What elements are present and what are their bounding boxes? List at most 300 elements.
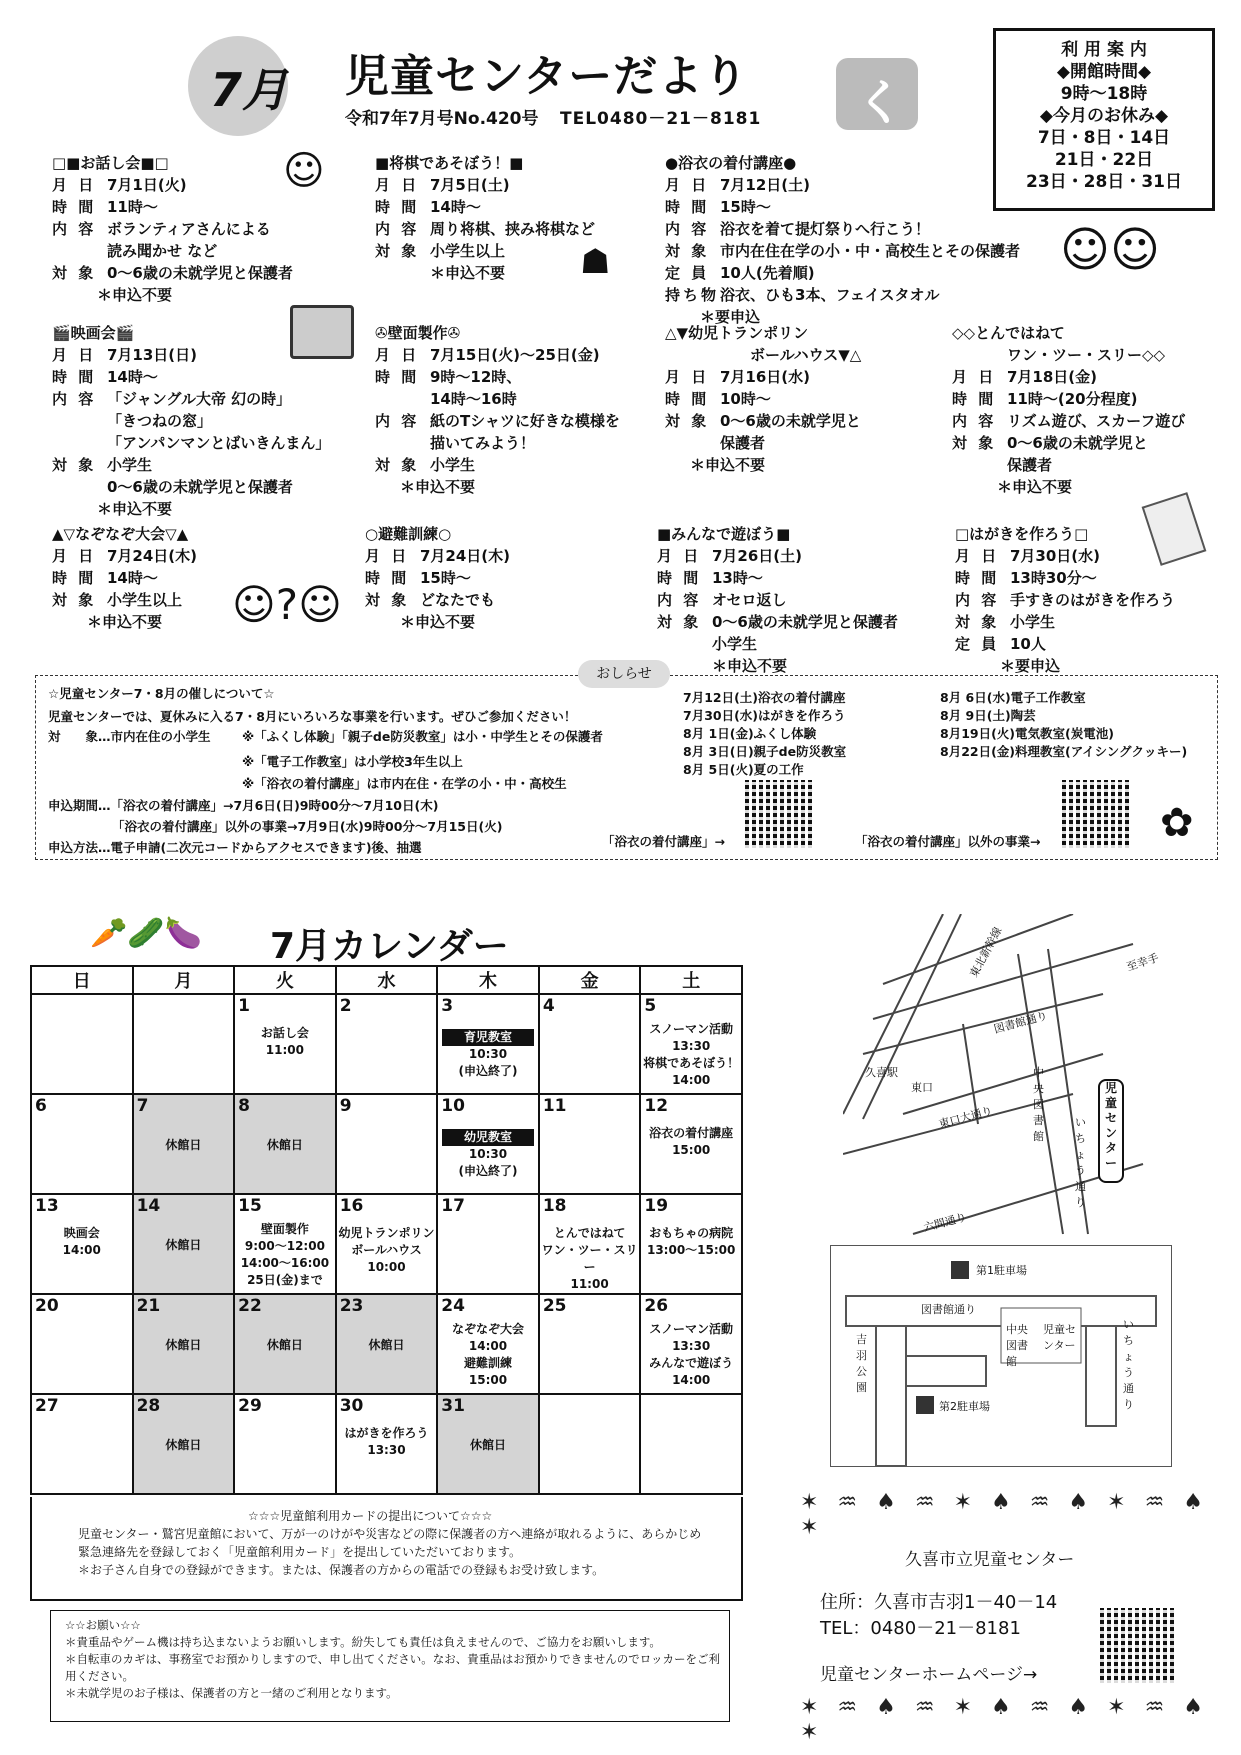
center-name: 久喜市立児童センター: [905, 1550, 1075, 1570]
field-key: 定 員: [955, 635, 1000, 653]
calendar-day-closed: [234, 1294, 336, 1394]
field-key: 対 象: [665, 412, 710, 430]
calendar-cell-empty: [31, 994, 133, 1094]
day-number: 29: [238, 1396, 262, 1416]
field-key: 内 容: [375, 220, 420, 238]
notice-intro: 児童センターでは、夏休みに入る7・8月にいろいろな事業を行います。ぜひご参加ください！: [48, 709, 577, 724]
shogi-piece-icon: ☗: [580, 242, 611, 282]
calendar-day: [234, 1394, 336, 1494]
map-label: 東北新幹線: [967, 924, 1005, 980]
qr-code-other-events[interactable]: [1062, 780, 1130, 848]
event-note: ＊申込不要: [430, 264, 506, 282]
field-value: 0～6歳の未就学児と: [720, 412, 861, 430]
day-number: 30: [339, 1396, 364, 1416]
field-value: 7月26日(土): [712, 547, 803, 565]
day-content: 浴衣の着付講座 15:00: [649, 1126, 734, 1157]
day-content: お話し会 11:00: [260, 1026, 309, 1057]
field-value: 7月18日(金): [1007, 368, 1098, 386]
field-value: 11時～(20分程度): [1007, 390, 1138, 408]
field-value: 7月30日(水): [1010, 547, 1101, 565]
field-value: 7月24日(木): [107, 547, 198, 565]
field-value: 7月16日(水): [720, 368, 811, 386]
calendar-day: [539, 1294, 641, 1394]
field-key: 内 容: [665, 220, 710, 238]
calendar-day: [336, 1394, 438, 1494]
field-value: 浴衣、ひも3本、フェイスタオル: [720, 286, 940, 304]
card-notice-line: 緊急連絡先を登録しておく「児童館利用カード」を提出していただいております。: [78, 1545, 522, 1559]
event-title: ■将棋であそぼう！■: [375, 154, 524, 172]
day-number: 31: [441, 1396, 465, 1416]
card-notice-line: 児童センター・鷲宮児童館において、万が一のけがや災害などの際に保護者の方へ連絡が取れるように、あらかじめ: [78, 1527, 702, 1541]
day-number: 17: [441, 1196, 465, 1216]
event-title: ✇壁面製作✇: [375, 324, 461, 342]
calendar-day-closed: [133, 1394, 235, 1494]
calendar-cell-empty: [539, 1394, 641, 1494]
map-label: 吉羽公園: [856, 1333, 867, 1394]
weekday-header: 日: [31, 966, 133, 994]
map-label: 図書館通り: [921, 1303, 976, 1316]
card-notice-line: ＊お子さん自身での登録ができます。または、保護者の方からの電話での登録もお受け致します。: [78, 1563, 605, 1577]
day-content: はがきを作ろう 13:30: [344, 1426, 429, 1457]
event-shogi: [375, 152, 595, 284]
closed-label: 休館日: [165, 1138, 202, 1152]
day-number: 15: [238, 1196, 262, 1216]
field-key: 月 日: [665, 368, 710, 386]
day-number: 11: [542, 1096, 567, 1116]
notice-target-note: ※「電子工作教室」は小学校3年生以上: [242, 754, 463, 769]
field-key: 月 日: [52, 547, 97, 565]
kids-question-illustration-icon: ☺?☺: [232, 580, 342, 629]
info-line: ◆開館時間◆: [1056, 62, 1152, 82]
field-value: どなたでも: [420, 591, 496, 609]
requests-line: 用ください。: [65, 1669, 134, 1683]
day-content: 10:30 (申込終了): [458, 1047, 518, 1078]
event-note: ＊要申込: [700, 308, 761, 326]
card-notice-heading: ☆☆☆児童館利用カードの提出について☆☆☆: [248, 1509, 493, 1523]
calendar-day: [336, 1094, 438, 1194]
event-movie: [52, 322, 330, 520]
day-number: 26: [644, 1296, 669, 1316]
field-value: 描いてみよう！: [430, 434, 536, 452]
field-key: 時 間: [952, 390, 997, 408]
map-label: 久喜駅: [865, 1066, 898, 1079]
event-note: ＊申込不要: [997, 478, 1073, 496]
calendar-cell-empty: [133, 994, 235, 1094]
map-label: 至幸手: [1124, 951, 1161, 974]
calendar-day: [31, 1194, 133, 1294]
field-value: 7月13日(日): [107, 346, 198, 364]
event-title: ○避難訓練○: [365, 525, 452, 543]
event-title: □■お話し会■□: [52, 154, 169, 172]
map-label: 第2駐車場: [939, 1400, 990, 1413]
map-label: いちょう通り: [1075, 1116, 1086, 1209]
day-number: 23: [339, 1296, 364, 1316]
field-value: 紙のTシャツに好きな模様を: [430, 412, 620, 430]
field-value: 浴衣を着て提灯祭りへ行こう！: [720, 220, 931, 238]
field-value: 小学生以上: [430, 242, 506, 260]
map-label: 中央図書館: [1033, 1066, 1044, 1143]
field-key: 対 象: [52, 264, 97, 282]
schedule-item: 8月 9日(土)陶芸: [940, 708, 1036, 723]
weekday-header: 木: [437, 966, 539, 994]
qr-label: 「浴衣の着付講座」以外の事業→: [855, 834, 1041, 849]
day-number: 24: [441, 1296, 465, 1316]
day-number: 1: [238, 996, 250, 1016]
field-value: 0～6歳の未就学児と: [1007, 434, 1148, 452]
map-label: 六間通り: [922, 1210, 969, 1235]
event-title: □はがきを作ろう□: [955, 525, 1089, 543]
homepage-link[interactable]: 児童センターホームページ→: [820, 1665, 1038, 1685]
field-value: 7月5日(土): [430, 176, 510, 194]
field-key: 時 間: [657, 569, 702, 587]
event-note: ＊申込不要: [400, 613, 476, 631]
issue-number: 令和7年7月号No.420号: [345, 109, 539, 129]
notice-period: 「浴衣の着付講座」以外の事業→7月9日(水)9時00分～7月15日(火): [112, 819, 503, 834]
weekday-header: 金: [539, 966, 641, 994]
projector-icon: [290, 305, 354, 359]
weekday-header: 水: [336, 966, 438, 994]
closed-label: 休館日: [165, 1338, 202, 1352]
day-number: 7: [136, 1096, 149, 1116]
requests-box: [50, 1610, 730, 1722]
closed-label: 休館日: [266, 1338, 303, 1352]
field-key: 内 容: [952, 412, 997, 430]
field-key: 月 日: [955, 547, 1000, 565]
field-value: 小学生: [430, 456, 476, 474]
field-key: 対 象: [657, 613, 702, 631]
info-line: ◆今月のお休み◆: [1039, 106, 1169, 126]
notice-target-note: ※「ふくし体験」「親子de防災教室」は小・中学生とその保護者: [242, 729, 603, 744]
day-number: 16: [339, 1196, 364, 1216]
closed-label: 休館日: [165, 1438, 202, 1452]
month-badge: [188, 36, 288, 136]
field-value: 13時～: [712, 569, 763, 587]
calendar-day: [31, 1394, 133, 1494]
day-number: 8: [238, 1096, 250, 1116]
calendar-cell-empty: [640, 1394, 742, 1494]
baby-illustration-icon: ☺: [283, 148, 325, 194]
notice-period: 申込期間…「浴衣の着付講座」→7月6日(日)9時00分～7月10日(木): [48, 798, 439, 813]
schedule-item: 7月30日(水)はがきを作ろう: [683, 708, 846, 723]
field-key: 対 象: [375, 242, 420, 260]
field-value: 読み聞かせ など: [107, 242, 218, 260]
event-ohanashi: [52, 152, 293, 306]
event-yukata: [665, 152, 1020, 328]
map-label: 東口大通り: [937, 1104, 994, 1131]
calendar-day: [336, 1194, 438, 1294]
calendar-day-closed: [133, 1094, 235, 1194]
event-title-2: ボールハウス▼△: [750, 346, 862, 364]
field-key: 時 間: [52, 368, 97, 386]
day-number: 5: [644, 996, 657, 1016]
field-key: 月 日: [52, 176, 97, 194]
weekday-header: 火: [234, 966, 336, 994]
sea-creatures-border-icon: ✶ ♒ ♠ ♒ ✶ ♠ ♒ ♠ ✶ ♒ ♠ ✶: [800, 1695, 1210, 1745]
calendar-day: [234, 1194, 336, 1294]
field-key: 月 日: [365, 547, 410, 565]
field-value: 0～6歳の未就学児と保護者: [107, 264, 293, 282]
notice-method: 申込方法…電子申請(二次元コードからアクセスできます)後、抽選: [48, 840, 422, 855]
day-number: 12: [644, 1096, 669, 1116]
calendar-day-closed: [133, 1194, 235, 1294]
field-value: 10人: [1010, 635, 1046, 653]
notice-tag: おしらせ: [578, 660, 670, 688]
field-key: 月 日: [952, 368, 997, 386]
calendar-day-closed: [234, 1094, 336, 1194]
qr-code-yukata[interactable]: [745, 780, 813, 848]
day-content: なぞなぞ大会 14:00 避難訓練 15:00: [452, 1322, 525, 1387]
field-key: 内 容: [657, 591, 702, 609]
field-value: 0～6歳の未就学児と保護者: [712, 613, 898, 631]
field-value: 小学生: [1010, 613, 1056, 631]
weekday-header: 月: [133, 966, 235, 994]
field-key: 内 容: [955, 591, 1000, 609]
day-number: 18: [542, 1196, 567, 1216]
qr-code-homepage[interactable]: [1100, 1608, 1175, 1683]
event-evacuation: [365, 523, 510, 633]
header-tel: TEL0480－21－8181: [560, 109, 762, 129]
day-content: 映画会 14:00: [62, 1226, 101, 1257]
event-riddle: [52, 523, 197, 633]
event-title: ■みんなで遊ぼう■: [657, 525, 791, 543]
field-value: 10人(先着順): [720, 264, 815, 282]
map-label: いちょう通り: [1123, 1318, 1134, 1411]
field-value: 15時～: [720, 198, 771, 216]
field-value: 小学生: [107, 456, 153, 474]
map-label: 中央図書館: [1006, 1323, 1028, 1368]
center-address: 住所：久喜市吉羽1－40－14: [820, 1592, 1058, 1613]
event-note: ＊申込不要: [97, 500, 173, 518]
day-number: 2: [339, 996, 352, 1016]
logo-glyph: く: [856, 75, 905, 131]
field-key: 対 象: [955, 613, 1000, 631]
field-key: 月 日: [375, 346, 420, 364]
closed-label: 休館日: [368, 1338, 405, 1352]
day-label-bar: 幼児教室: [442, 1129, 534, 1146]
event-note: ＊申込不要: [87, 613, 163, 631]
field-value: 「ジャングル大帝 幻の時」: [107, 390, 292, 408]
field-key: 対 象: [365, 591, 410, 609]
field-value: 14時～: [107, 569, 158, 587]
field-value: 15時～: [420, 569, 471, 587]
calendar-day: [539, 1194, 641, 1294]
field-value: 市内在住在学の小・中・高校生とその保護者: [720, 242, 1021, 260]
schedule-item: 7月12日(土)浴衣の着付講座: [683, 690, 846, 705]
schedule-item: 8月 5日(火)夏の工作: [683, 762, 804, 777]
usage-info-box: [993, 28, 1215, 211]
calendar-day: [336, 994, 438, 1094]
calendar-day: [31, 1094, 133, 1194]
field-key: 対 象: [665, 242, 710, 260]
day-content: とんではねて ワン・ツー・スリー 11:00: [541, 1226, 638, 1291]
event-postcard: [955, 523, 1175, 677]
day-number: 3: [441, 996, 454, 1016]
field-value: 14時～16時: [430, 390, 517, 408]
info-line: 21日・22日: [1054, 150, 1154, 170]
field-key: 時 間: [365, 569, 410, 587]
schedule-item: 8月19日(火)電気教室(炭電池): [940, 726, 1114, 741]
field-value: 14時～: [107, 368, 158, 386]
map-label: 児童センター: [1043, 1323, 1076, 1352]
calendar-table: [30, 965, 743, 1495]
day-content: スノーマン活動 13:30 みんなで遊ぼう 14:00: [649, 1322, 734, 1387]
field-value: ボランティアさんによる: [107, 220, 271, 238]
field-key: 月 日: [52, 346, 97, 364]
field-value: 13時30分～: [1010, 569, 1097, 587]
field-value: 7月15日(火)～25日(金): [430, 346, 600, 364]
calendar-day-closed: [133, 1294, 235, 1394]
yukata-kids-illustration-icon: ☺☺: [1060, 222, 1161, 278]
calendar-day: [234, 994, 336, 1094]
calendar-day: [539, 994, 641, 1094]
notice-heading: ☆児童センター7・8月の催しについて☆: [48, 686, 275, 701]
day-content: スノーマン活動 13:30 将棋であそぼう！ 14:00: [643, 1022, 740, 1087]
event-title: 🎬映画会🎬: [52, 324, 135, 342]
day-number: 25: [542, 1296, 567, 1316]
day-number: 9: [339, 1096, 352, 1116]
field-key: 対 象: [52, 591, 97, 609]
field-value: 7月1日(火): [107, 176, 187, 194]
day-content: 10:30 (申込終了): [458, 1147, 518, 1178]
requests-heading: ☆☆お願い☆☆: [65, 1618, 141, 1632]
calendar-day: [437, 1194, 539, 1294]
info-line: 23日・28日・31日: [1026, 172, 1182, 192]
day-number: 4: [542, 996, 555, 1016]
calendar-day: [640, 994, 742, 1094]
day-number: 27: [35, 1396, 59, 1416]
calendar-day: [539, 1094, 641, 1194]
field-key: 対 象: [52, 456, 97, 474]
day-label-bar: 育児教室: [442, 1029, 534, 1046]
event-note: ＊申込不要: [690, 456, 766, 474]
kuki-logo-icon: [836, 58, 918, 130]
field-key: 定 員: [665, 264, 710, 282]
month-badge-text: 7月: [210, 63, 289, 117]
calendar-day-closed: [336, 1294, 438, 1394]
calendar-day-closed: [437, 1394, 539, 1494]
field-key: 時 間: [375, 368, 420, 386]
field-key: 時 間: [955, 569, 1000, 587]
notice-target-note: ※「浴衣の着付講座」は市内在住・在学の小・中・高校生: [242, 776, 567, 791]
qr-label: 「浴衣の着付講座」→: [602, 834, 725, 849]
field-value: 0～6歳の未就学児と保護者: [107, 478, 293, 496]
field-key: 内 容: [52, 220, 97, 238]
field-value: 7月12日(土): [720, 176, 811, 194]
day-number: 22: [238, 1296, 262, 1316]
sunflower-icon: ✿: [1160, 800, 1194, 846]
closed-label: 休館日: [470, 1438, 507, 1452]
event-note: ＊申込不要: [400, 478, 476, 496]
field-value: 小学生: [712, 635, 758, 653]
center-contact: [820, 1590, 1057, 1642]
event-trampoline: [665, 322, 861, 476]
calendar-title: 7月カレンダー: [270, 926, 509, 967]
field-key: 月 日: [657, 547, 702, 565]
calendar-day: [437, 994, 539, 1094]
calendar-day: [640, 1094, 742, 1194]
event-title: ●浴衣の着付講座●: [665, 154, 797, 172]
event-title: △▼幼児トランポリン: [665, 324, 809, 342]
info-line: 7日・8日・14日: [1037, 128, 1171, 148]
field-key: 対 象: [952, 434, 997, 452]
field-key: 対 象: [375, 456, 420, 474]
day-number: 19: [644, 1196, 669, 1216]
field-key: 内 容: [375, 412, 420, 430]
calendar-day: [640, 1294, 742, 1394]
field-value: オセロ返し: [712, 591, 787, 609]
weekday-header: 土: [640, 966, 742, 994]
field-value: 7月24日(木): [420, 547, 511, 565]
day-content: 幼児トランポリン ボールハウス 10:00: [338, 1226, 435, 1274]
info-line: 利 用 案 内: [1061, 40, 1147, 60]
field-key: 時 間: [52, 569, 97, 587]
event-rhythm: [952, 322, 1185, 498]
event-note: ＊申込不要: [712, 657, 788, 675]
field-key: 時 間: [665, 198, 710, 216]
field-value: 周り将棋、挟み将棋など: [430, 220, 596, 238]
day-number: 10: [441, 1096, 465, 1116]
field-value: 保護者: [720, 434, 766, 452]
requests-line: ＊貴重品やゲーム機は持ち込まないようお願いします。紛失しても責任は負えませんので、ご協力をお願いします。: [65, 1635, 661, 1649]
day-number: 14: [136, 1196, 161, 1216]
field-key: 時 間: [665, 390, 710, 408]
map-label: 第1駐車場: [976, 1264, 1027, 1277]
day-number: 13: [35, 1196, 59, 1216]
schedule-item: 8月 3日(日)親子de防災教室: [683, 744, 847, 759]
field-key: 月 日: [665, 176, 710, 194]
parking-map-drawing: [831, 1246, 1171, 1466]
field-value: 14時～: [430, 198, 481, 216]
day-number: 28: [136, 1396, 161, 1416]
event-title: ◇◇とんではねて: [952, 324, 1065, 342]
field-value: 手すきのはがきを作ろう: [1010, 591, 1176, 609]
day-content: 壁面製作 9:00～12:00 14:00～16:00 25日(金)まで: [240, 1222, 330, 1287]
field-key: 時 間: [375, 198, 420, 216]
newsletter-title: 児童センターだより: [345, 51, 749, 102]
sea-creatures-border-icon: ✶ ♒ ♠ ♒ ✶ ♠ ♒ ♠ ✶ ♒ ♠ ✶: [800, 1490, 1210, 1540]
day-number: 21: [136, 1296, 161, 1316]
day-content: おもちゃの病院 13:00～15:00: [646, 1226, 736, 1257]
vegetables-icon: 🥕🥒🍆: [90, 916, 203, 951]
event-title: ▲▽なぞなぞ大会▽▲: [52, 525, 189, 543]
calendar-day: [437, 1294, 539, 1394]
day-number: 6: [35, 1096, 47, 1116]
calendar-day: [640, 1194, 742, 1294]
requests-line: ＊未就学児のお子様は、保護者の方と一緒のご利用となります。: [65, 1686, 398, 1700]
closed-label: 休館日: [266, 1138, 303, 1152]
field-value: 9時～12時、: [430, 368, 522, 386]
map-label: 図書館通り: [992, 1009, 1049, 1036]
field-key: 月 日: [375, 176, 420, 194]
event-title-2: ワン・ツー・スリー◇◇: [1007, 346, 1166, 364]
event-play-together: [657, 523, 898, 677]
parking-map: [830, 1245, 1172, 1467]
field-value: 小学生以上: [107, 591, 183, 609]
field-key: 持ち物: [665, 286, 720, 304]
field-value: 「きつねの窓」: [107, 412, 213, 430]
schedule-item: 8月 6日(水)電子工作教室: [940, 690, 1086, 705]
center-location-marker: 児童センター: [1098, 1079, 1124, 1183]
map-label: 東口: [911, 1081, 933, 1094]
field-value: リズム遊び、スカーフ遊び: [1007, 412, 1186, 430]
calendar-day: [437, 1094, 539, 1194]
event-wall-craft: [375, 322, 620, 498]
notice-target: 対 象…市内在住の小学生: [48, 729, 211, 744]
center-tel: TEL：0480－21－8181: [820, 1618, 1021, 1639]
field-key: 内 容: [52, 390, 97, 408]
field-value: 10時～: [720, 390, 771, 408]
area-map: [843, 914, 1226, 1250]
